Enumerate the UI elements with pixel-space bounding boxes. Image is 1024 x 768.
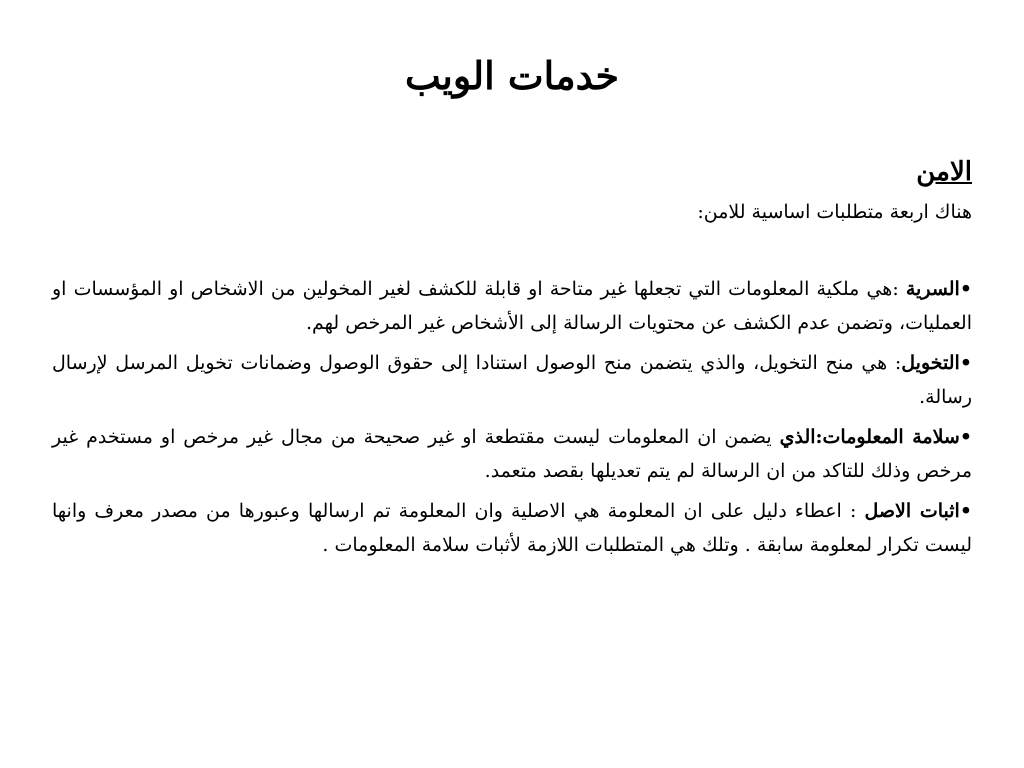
requirement-integrity [52,420,972,488]
requirement-term: اثبات الاصل [864,500,960,522]
requirement-separator: : [887,352,902,374]
section-heading: الامن [916,157,972,187]
intro-text: هناك اربعة متطلبات اساسية للامن: [697,201,972,223]
requirement-authorization [52,346,972,414]
requirement-term: سلامة المعلومات:الذي [779,426,960,448]
requirement-term: التخويل [901,352,960,374]
requirement-text: اعطاء دليل على ان المعلومة هي الاصلية وان المعلومة تم ارسالها وعبورها من مصدر معرف وانها ليست تكرار لمعلومة سابقة . وتلك هي المتطلبات اللازمة لأثبات سلامة المعلومات . [52,500,972,556]
slide-content [52,152,972,568]
requirement-non-repudiation [52,494,972,562]
requirement-separator: : [892,278,906,300]
slide-title: خدمات الويب [404,53,620,98]
requirement-confidentiality [52,272,972,340]
requirement-separator: : [841,500,865,522]
requirement-text: هي ملكية المعلومات التي تجعلها غير متاحة او قابلة للكشف لغير المخولين من الاشخاص او المؤسسات او العمليات، وتضمن عدم الكشف عن محتويات الرسالة إلى الأشخاص غير المرخص لهم. [52,278,972,334]
bullet: • [959,426,972,448]
bullet: • [959,500,972,522]
requirement-term: السرية [905,278,960,300]
requirement-text: يضمن ان المعلومات ليست مقتطعة او غير صحيحة من مجال غير مرخص او مستخدم غير مرخص وذلك للتاكد من ان الرسالة لم يتم تعديلها بقصد متعمد. [52,426,972,482]
bullet: • [959,278,972,300]
bullet: • [959,352,972,374]
requirement-text: هي منح التخويل، والذي يتضمن منح الوصول استنادا إلى حقوق الوصول وضمانات تخويل المرسل لإرسال رسالة. [52,352,972,408]
requirement-separator [772,426,780,448]
